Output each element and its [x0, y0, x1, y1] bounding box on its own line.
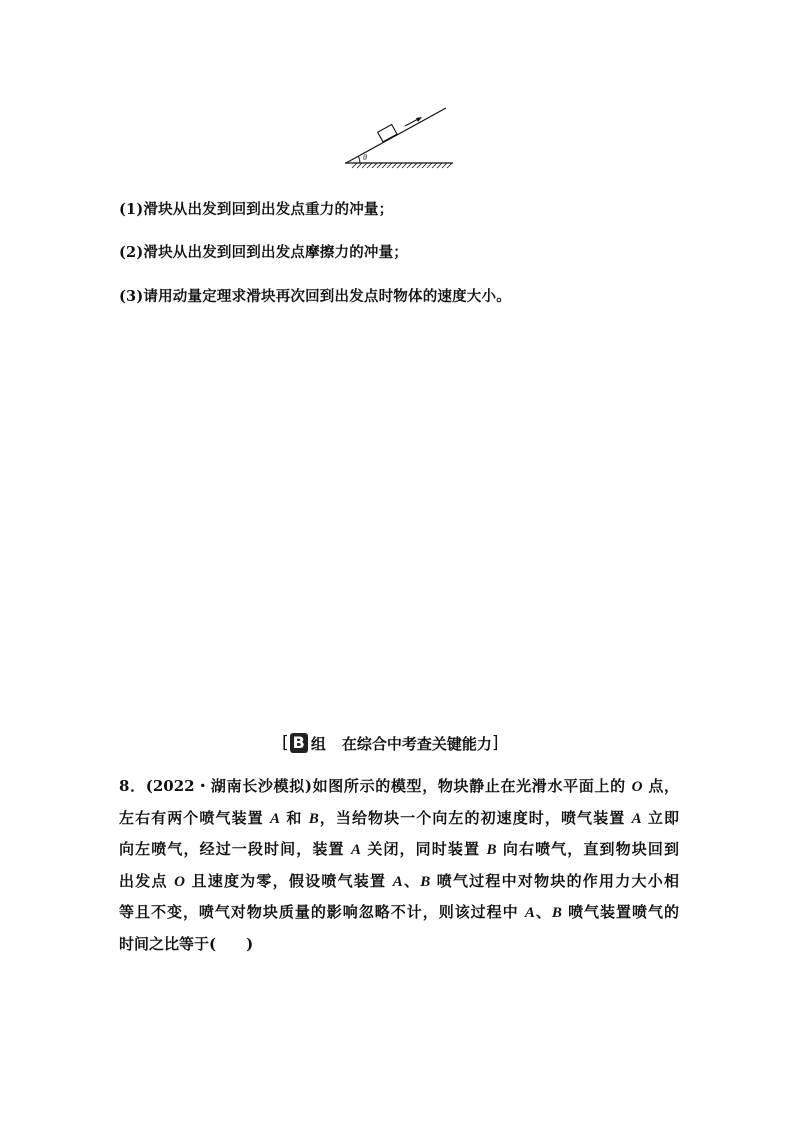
- bracket-open: [: [282, 733, 289, 753]
- angle-arc: [358, 156, 360, 163]
- question-1: (1)滑块从出发到回到出发点重力的冲量；: [119, 201, 394, 218]
- variable: B: [486, 842, 497, 858]
- problem-line: [119, 803, 679, 835]
- text-run: 和: [280, 808, 309, 827]
- variable: A: [631, 810, 642, 827]
- text-run: 时间之比等于( ): [119, 934, 254, 953]
- variable: A: [350, 842, 361, 858]
- variable: A: [392, 873, 403, 890]
- text-run: 喷气装置喷气的: [561, 903, 679, 921]
- incline-line: [346, 108, 446, 163]
- section-header: [282, 731, 499, 755]
- text-run: 点，: [642, 777, 679, 795]
- problem-line: [119, 771, 679, 803]
- problem-line: [119, 929, 679, 961]
- question-2: (2)滑块从出发到回到出发点摩擦力的冲量；: [119, 244, 409, 261]
- problem-8: [119, 771, 679, 960]
- text-run: 喷气过程中对物块的作用力大小相: [430, 871, 679, 890]
- variable: O: [631, 779, 643, 795]
- variable: B: [308, 810, 319, 827]
- text-run: 关闭，同时装置: [360, 840, 487, 858]
- text-run: 、: [534, 903, 552, 921]
- text-run: 立即: [641, 808, 679, 827]
- problem-line: [119, 834, 679, 866]
- text-run: 出发点: [119, 871, 175, 890]
- text-run: 8．(2022・湖南长沙模拟)如图所示的模型，物块静止在光滑水平面上的: [119, 777, 632, 795]
- section-title: 在综合中考查关键能力: [341, 734, 492, 753]
- text-run: 左右有两个喷气装置: [119, 808, 270, 827]
- problem-line: [119, 897, 679, 929]
- text-run: 向左喷气，经过一段时间，装置: [119, 840, 351, 858]
- slider-block: [378, 125, 397, 142]
- variable: B: [420, 873, 431, 890]
- text-run: 等且不变，喷气对物块质量的影响忽略不计，则该过程中: [119, 903, 525, 921]
- variable: A: [270, 810, 281, 827]
- problem-line: [119, 866, 679, 898]
- question-3: (3)请用动量定理求滑块再次回到出发点时物体的速度大小。: [119, 288, 511, 305]
- text-run: 向右喷气，直到物块回到: [496, 840, 679, 858]
- text-run: 、: [402, 871, 421, 890]
- group-word: 组: [310, 734, 326, 753]
- angle-label: θ: [363, 153, 367, 162]
- group-badge: B: [290, 733, 308, 753]
- variable: B: [551, 905, 562, 921]
- text-run: 且速度为零，假设喷气装置: [185, 871, 393, 890]
- incline-diagram: [340, 100, 455, 170]
- variable: O: [174, 873, 186, 890]
- ground-hatching: [352, 163, 452, 168]
- text-run: ，当给物块一个向左的初速度时，喷气装置: [318, 808, 632, 827]
- bracket-close: ]: [491, 733, 499, 753]
- incline-figure: [340, 100, 455, 170]
- variable: A: [524, 905, 535, 921]
